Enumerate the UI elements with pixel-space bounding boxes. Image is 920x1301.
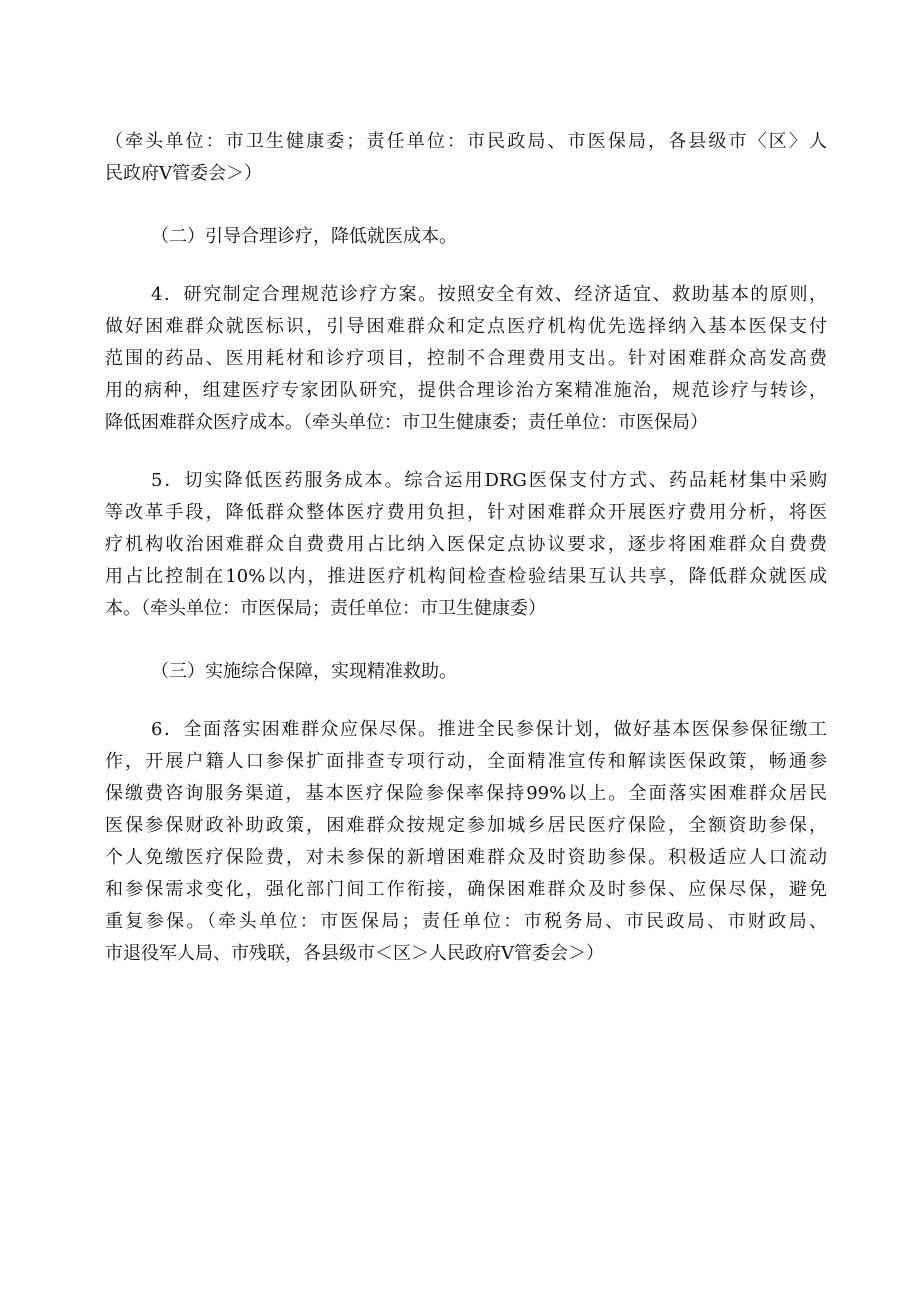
text-line: （牵头单位：市卫生健康委；责任单位：市民政局、市医保局，各县级市〈区〉人 [105, 131, 827, 152]
text-line: 用占比控制在10%以内，推进医疗机构间检查检验结果互认共享，降低群众就医成 [105, 566, 827, 587]
text-line: 市退役军人局、市残联，各县级市＜区＞人民政府Ⅴ管委会＞） [105, 943, 604, 964]
text-line: 做好困难群众就医标识，引导困难群众和定点医疗机构优先选择纳入基本医保支付 [105, 316, 827, 337]
text-line: 个人免缴医疗保险费，对未参保的新增困难群众及时资助参保。积极适应人口流动 [105, 847, 827, 868]
text-line: 本。（牵头单位：市医保局；责任单位：市卫生健康委） [105, 598, 546, 619]
text-line: 重复参保。（牵头单位：市医保局；责任单位：市税务局、市民政局、市财政局、 [105, 911, 827, 932]
text-line: 降低困难群众医疗成本。（牵头单位：市卫生健康委；责任单位：市医保局） [105, 412, 708, 433]
text-line: 作，开展户籍人口参保扩面排查专项行动，全面精准宣传和解读医保政策，畅通参 [105, 751, 827, 772]
paragraph-item-6 [105, 714, 827, 970]
text-line: 疗机构收治困难群众自费费用占比纳入医保定点协议要求，逐步将困难群众自费费 [105, 534, 827, 555]
text-line: 6．全面落实困难群众应保尽保。推进全民参保计划，做好基本医保参保征缴工 [151, 719, 827, 740]
text-line: 范围的药品、医用耗材和诊疗项目，控制不合理费用支出。针对困难群众高发高费 [105, 348, 827, 369]
section-heading-2 [105, 221, 827, 253]
text-line: 民政府Ⅴ管委会＞） [105, 163, 262, 184]
text-line: 5．切实降低医药服务成本。综合运用DRG医保支付方式、药品耗材集中采购 [151, 470, 827, 491]
text-line: 保缴费咨询服务渠道，基本医疗保险参保率保持99%以上。全面落实困难群众居民 [105, 783, 827, 804]
document-body [105, 126, 827, 970]
text-line: 等改革手段，降低群众整体医疗费用负担，针对困难群众开展医疗费用分析，将医 [105, 502, 827, 523]
heading-text: （二）引导合理诊疗，降低就医成本。 [151, 226, 457, 247]
heading-text: （三）实施综合保障，实现精准救助。 [151, 661, 457, 682]
text-line: 用的病种，组建医疗专家团队研究，提供合理诊治方案精准施治，规范诊疗与转诊， [105, 380, 827, 401]
text-line: 和参保需求变化，强化部门间工作衔接，确保困难群众及时参保、应保尽保，避免 [105, 879, 827, 900]
paragraph-item-4 [105, 279, 827, 439]
text-line: 4．研究制定合理规范诊疗方案。按照安全有效、经济适宜、救助基本的原则， [151, 284, 827, 305]
section-heading-3 [105, 656, 827, 688]
paragraph-item-5 [105, 465, 827, 625]
paragraph-responsibility-note [105, 126, 827, 190]
text-line: 医保参保财政补助政策，困难群众按规定参加城乡居民医疗保险，全额资助参保， [105, 815, 827, 836]
